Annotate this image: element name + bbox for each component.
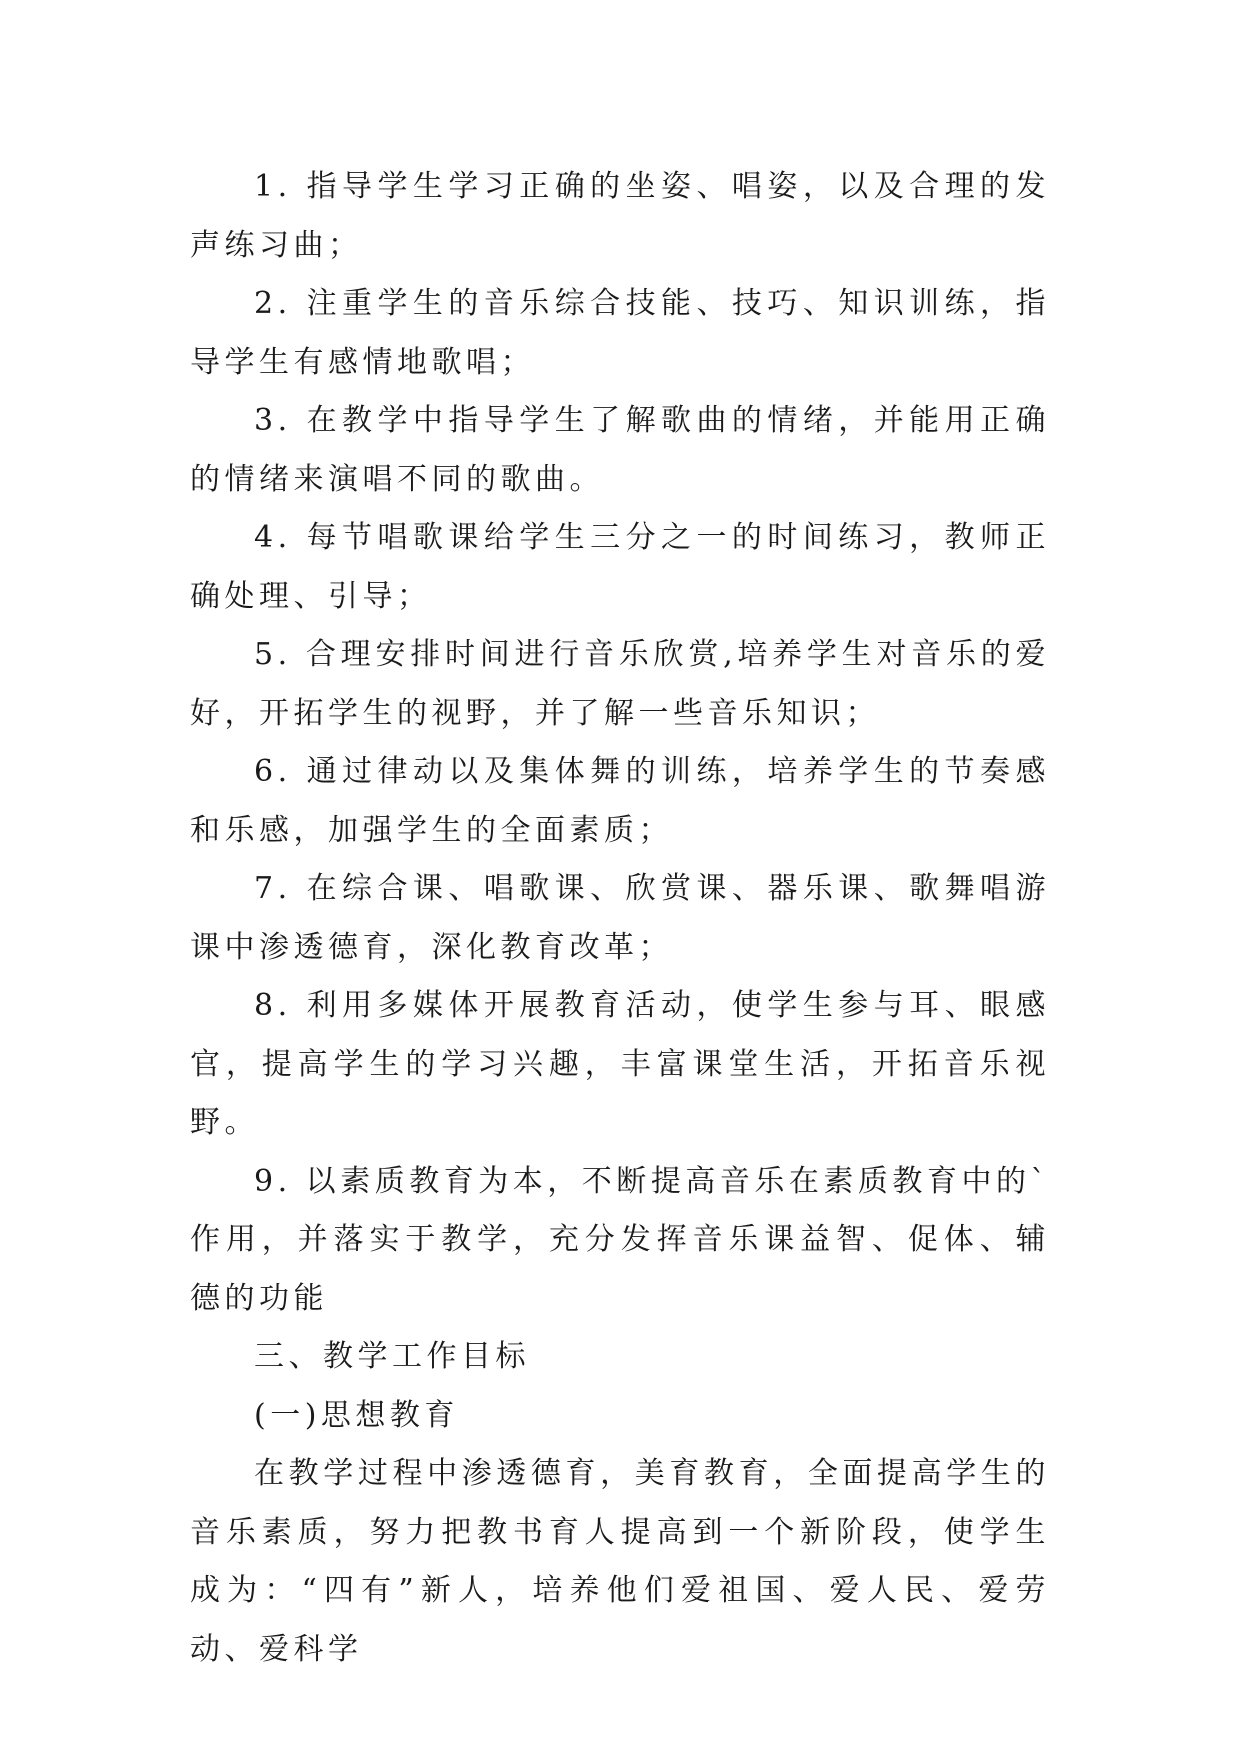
paragraph-item-1: 1. 指导学生学习正确的坐姿、唱姿，以及合理的发声练习曲； <box>190 169 1050 263</box>
paragraph-item-8: 8. 利用多媒体开展教育活动，使学生参与耳、眼感官，提高学生的学习兴趣，丰富课堂生活，开拓音乐视野。 <box>190 988 1050 1140</box>
paragraph-item-9: 9. 以素质教育为本，不断提高音乐在素质教育中的`作用，并落实于教学，充分发挥音乐课益智、促体、辅德的功能 <box>190 1163 1050 1316</box>
document-body <box>190 158 1050 1679</box>
section-heading: 三、教学工作目标 <box>254 1339 530 1374</box>
paragraph-item-7: 7. 在综合课、唱歌课、欣赏课、器乐课、歌舞唱游课中渗透德育，深化教育改革； <box>190 871 1050 965</box>
paragraph-item-5: 5. 合理安排时间进行音乐欣赏,培养学生对音乐的爱好，开拓学生的视野，并了解一些音乐知识； <box>190 637 1050 731</box>
paragraph-item-3: 3. 在教学中指导学生了解歌曲的情绪，并能用正确的情绪来演唱不同的歌曲。 <box>190 403 1050 497</box>
paragraph-item-6: 6. 通过律动以及集体舞的训练，培养学生的节奏感和乐感，加强学生的全面素质； <box>190 754 1050 848</box>
paragraph-item-2: 2. 注重学生的音乐综合技能、技巧、知识训练，指导学生有感情地歌唱； <box>190 286 1050 380</box>
paragraph-item-4: 4. 每节唱歌课给学生三分之一的时间练习，教师正确处理、引导； <box>190 520 1050 614</box>
body-paragraph: 在教学过程中渗透德育，美育教育，全面提高学生的音乐素质，努力把教书育人提高到一个新阶段，使学生成为：“四有”新人，培养他们爱祖国、爱人民、爱劳动、爱科学 <box>190 1456 1050 1667</box>
subsection-heading: (一)思想教育 <box>254 1397 459 1433</box>
